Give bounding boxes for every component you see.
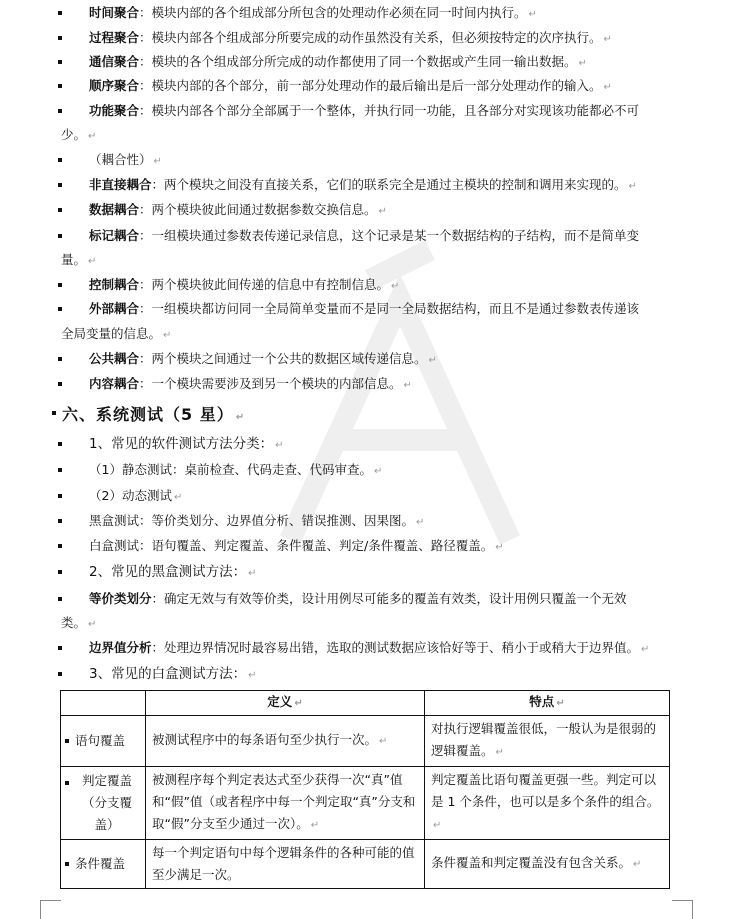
table-row (61, 840, 670, 889)
table-row (61, 716, 670, 767)
list-item: 过程聚合：模块内部各个组成部分所要完成的动作虽然没有关系，但必须按特定的次序执行。 ↵ (58, 29, 672, 49)
bullet-icon (58, 208, 62, 212)
bullet-icon (58, 494, 62, 498)
bullet-icon (58, 307, 62, 311)
list-item: 数据耦合：两个模块彼此间通过数据参数交换信息。 ↵ (58, 201, 672, 221)
bullet-icon (58, 357, 62, 361)
list-item-continuation: 类。 ↵ (61, 615, 97, 630)
bullet-icon (58, 597, 62, 601)
bullet-icon (58, 672, 62, 676)
list-item: （1）静态测试：桌前检查、代码走查、代码审查。 ↵ (58, 461, 672, 481)
table-cell-definition: 被测试程序中的每条语句至少执行一次。 ↵ (146, 716, 425, 767)
table-row (61, 767, 670, 840)
page-corner-mark-left (40, 900, 61, 919)
list-item: 白盒测试：语句覆盖、判定覆盖、条件覆盖、判定/条件覆盖、路径覆盖。 ↵ (58, 537, 672, 557)
table-cell-method: 判定覆盖（分支覆盖） (61, 767, 146, 840)
list-item-continuation: 少。 ↵ (61, 127, 97, 142)
bullet-icon (65, 739, 69, 743)
bullet-icon (58, 468, 62, 472)
bullet-icon (58, 234, 62, 238)
list-item-continuation: 量。 ↵ (61, 252, 97, 267)
list-item: 2、常见的黑盒测试方法： ↵ (58, 563, 672, 583)
bullet-icon (58, 158, 62, 162)
bullet-icon (58, 183, 62, 187)
page-corner-mark-right (672, 900, 693, 919)
bullet-icon (58, 442, 62, 446)
list-item: 通信聚合：模块的各个组成部分所完成的动作都使用了同一个数据或产生同一输出数据。 ↵ (58, 53, 672, 73)
table-header-cell (61, 691, 146, 716)
bullet-icon (58, 646, 62, 650)
list-item: 边界值分析：处理边界情况时最容易出错，选取的测试数据应该恰好等于、稍小于或稍大于边界值。 ↵ (58, 639, 672, 659)
table-header-cell: 特点 ↵ (425, 691, 670, 716)
list-item: 功能聚合：模块内部各个部分全部属于一个整体，并执行同一功能，且各部分对实现该功能都必不可 (58, 102, 672, 120)
table-cell-definition: 被测程序每个判定表达式至少获得一次“真”值和“假”值（或者程序中每一个判定取“真”分支和取“假”分支至少通过一次）。 ↵ (146, 767, 425, 840)
list-item: 非直接耦合：两个模块之间没有直接关系，它们的联系完全是通过主模块的控制和调用来实现的。 ↵ (58, 176, 672, 196)
list-item: 等价类划分：确定无效与有效等价类，设计用例尽可能多的覆盖有效类，设计用例只覆盖一个无效 (58, 590, 672, 608)
bullet-icon (65, 862, 69, 866)
section-heading: 六、系统测试（5 星） ↵ (58, 402, 245, 425)
bullet-icon (58, 519, 62, 523)
table-header-row (61, 691, 670, 716)
list-item: 顺序聚合：模块内部的各个部分，前一部分处理动作的最后输出是后一部分处理动作的输入。 ↵ (58, 77, 672, 97)
list-item: 外部耦合：一组模块都访问同一全局简单变量而不是同一全局数据结构，而且不是通过参数表传递该 (58, 300, 672, 318)
bullet-icon (58, 36, 62, 40)
table-cell-method: 语句覆盖 (61, 716, 146, 767)
list-item: 标记耦合：一组模块通过参数表传递记录信息，这个记录是某一个数据结构的子结构，而不是简单变 (58, 227, 672, 245)
bullet-icon (52, 411, 56, 415)
list-item: （耦合性） ↵ (58, 151, 672, 171)
list-item: （2）动态测试 ↵ (58, 487, 672, 507)
bullet-icon (58, 570, 62, 574)
table-cell-feature: 对执行逻辑覆盖很低，一般认为是很弱的逻辑覆盖。 ↵ (425, 716, 670, 767)
list-item: 时间聚合：模块内部的各个组成部分所包含的处理动作必须在同一时间内执行。 ↵ (58, 4, 672, 24)
list-item: 黑盒测试：等价类划分、边界值分析、错误推测、因果图。 ↵ (58, 512, 672, 532)
bullet-icon (58, 109, 62, 113)
table-header-cell: 定义 ↵ (146, 691, 425, 716)
whitebox-methods-table (60, 690, 670, 889)
list-item: 公共耦合：两个模块之间通过一个公共的数据区域传递信息。 ↵ (58, 350, 672, 370)
bullet-icon (65, 781, 69, 785)
list-item: 3、常见的白盒测试方法： ↵ (58, 665, 672, 685)
list-item: 控制耦合：两个模块彼此间传递的信息中有控制信息。 ↵ (58, 276, 672, 296)
bullet-icon (58, 382, 62, 386)
table-cell-feature: 判定覆盖比语句覆盖更强一些。判定可以是 1 个条件，也可以是多个条件的组合。↵ (425, 767, 670, 840)
bullet-icon (58, 11, 62, 15)
list-item-continuation: 全局变量的信息。 ↵ (61, 326, 172, 341)
bullet-icon (58, 544, 62, 548)
bullet-icon (58, 84, 62, 88)
list-item: 1、常见的软件测试方法分类： ↵ (58, 435, 672, 455)
table-cell-method: 条件覆盖 (61, 840, 146, 889)
bullet-icon (58, 283, 62, 287)
bullet-icon (58, 60, 62, 64)
table-cell-definition: 每一个判定语句中每个逻辑条件的各种可能的值至少满足一次。 (146, 840, 425, 889)
list-item: 内容耦合：一个模块需要涉及到另一个模块的内部信息。 ↵ (58, 375, 672, 395)
table-cell-feature: 条件覆盖和判定覆盖没有包含关系。 ↵ (425, 840, 670, 889)
